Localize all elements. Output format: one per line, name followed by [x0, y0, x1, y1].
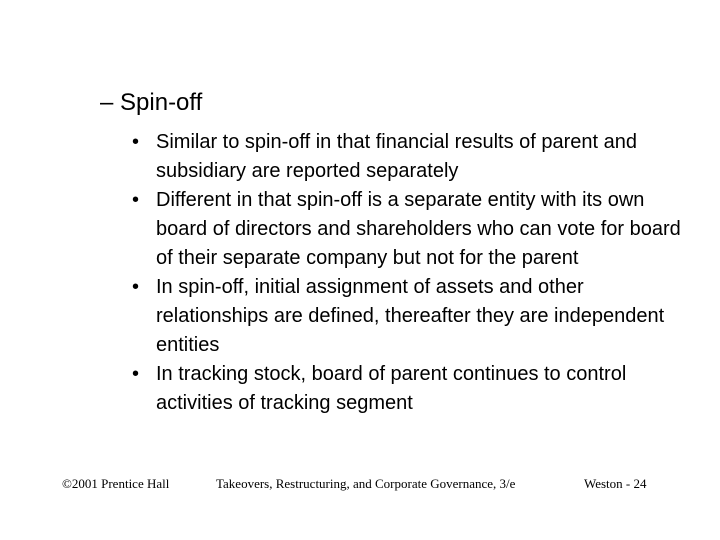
- footer-page-number: Weston - 24: [584, 476, 647, 491]
- bullet-item: [132, 360, 692, 418]
- bullet-item: [132, 186, 692, 273]
- bullet-icon: •: [132, 363, 140, 385]
- bullet-icon: •: [132, 189, 140, 211]
- bullet-item: [132, 128, 692, 186]
- bullet-text: Different in that spin-off is a separate entity with its own board of directors and shareholders who can vote for board of their separate company but not for the parent: [156, 189, 681, 269]
- bullet-list: [132, 128, 692, 418]
- bullet-icon: •: [132, 276, 140, 298]
- footer-book-title: Takeovers, Restructuring, and Corporate Governance, 3/e: [216, 476, 516, 491]
- slide-heading: [100, 88, 202, 118]
- bullet-icon: •: [132, 131, 140, 153]
- bullet-text: In spin-off, initial assignment of assets and other relationships are defined, thereafter they are independent entities: [156, 276, 665, 356]
- heading-dash: –: [100, 89, 114, 116]
- footer-copyright: ©2001 Prentice Hall: [62, 476, 170, 491]
- bullet-text: Similar to spin-off in that financial results of parent and subsidiary are reported separately: [156, 131, 637, 182]
- bullet-item: [132, 273, 692, 360]
- bullet-text: In tracking stock, board of parent continues to control activities of tracking segment: [156, 363, 627, 414]
- heading-text: Spin-off: [120, 89, 203, 116]
